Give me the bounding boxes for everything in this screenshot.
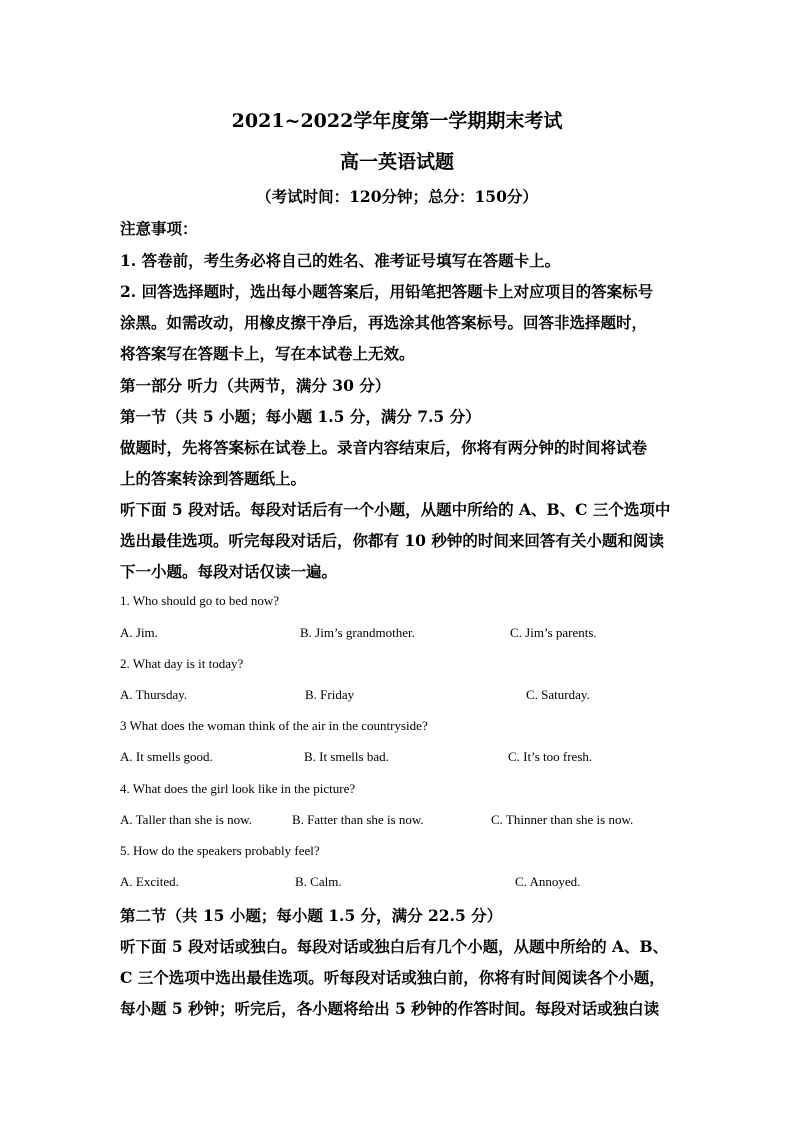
option-a: A. Thursday. <box>120 687 188 702</box>
question-stem: 3 What does the woman think of the air in the countryside? <box>120 718 428 733</box>
exam-title: 2021~2022学年度第一学期期末考试 <box>231 110 563 132</box>
option-c: C. Saturday. <box>526 687 590 702</box>
option-c: C. It’s too fresh. <box>508 749 593 764</box>
question-stem: 2. What day is it today? <box>120 656 244 671</box>
section1-heading: 第一节（共 5 小题；每小题 1.5 分，满分 7.5 分） <box>120 407 481 426</box>
option-c: C. Annoyed. <box>515 874 581 889</box>
option-b: B. Friday <box>305 687 355 702</box>
notes-heading: 注意事项： <box>120 219 198 238</box>
question-stem: 1. Who should go to bed now? <box>120 593 279 608</box>
option-a: A. Jim. <box>120 625 158 640</box>
section2-directions-line-1: 听下面 5 段对话或独白。每段对话或独白后有几个小题，从题中所给的 A、B、 <box>120 937 669 956</box>
question-stem: 4. What does the girl look like in the picture? <box>120 781 356 796</box>
section1-instruction-line-2: 上的答案转涂到答题纸上。 <box>120 469 307 488</box>
note-2-line-2: 涂黑。如需改动，用橡皮擦干净后，再选涂其他答案标号。回答非选择题时， <box>120 313 648 332</box>
option-b: B. Calm. <box>295 874 342 889</box>
section1-directions-line-1: 听下面 5 段对话。每段对话后有一个小题，从题中所给的 A、B、C 三个选项中 <box>120 500 671 519</box>
part1-heading: 第一部分 听力（共两节，满分 30 分） <box>120 376 391 395</box>
section1-directions-line-2: 选出最佳选项。听完每段对话后，你都有 10 秒钟的时间来回答有关小题和阅读 <box>120 531 664 550</box>
option-a: A. It smells good. <box>120 749 213 764</box>
section1-directions-line-3: 下一小题。每段对话仅读一遍。 <box>120 562 338 581</box>
section1-instruction-line-1: 做题时，先将答案标在试卷上。录音内容结束后，你将有两分钟的时间将试卷 <box>120 438 648 457</box>
option-b: B. Jim’s grandmother. <box>300 625 415 640</box>
exam-info: （考试时间：120分钟；总分：150分） <box>256 187 538 206</box>
section2-directions-line-2: C 三个选项中选出最佳选项。听每段对话或独白前，你将有时间阅读各个小题， <box>120 968 665 987</box>
option-a: A. Taller than she is now. <box>120 812 252 827</box>
note-2-line-3: 将答案写在答题卡上，写在本试卷上无效。 <box>120 344 415 363</box>
section2-heading: 第二节（共 15 小题；每小题 1.5 分，满分 22.5 分） <box>120 906 503 925</box>
option-b: B. It smells bad. <box>304 749 389 764</box>
section2-directions-line-3: 每小题 5 秒钟；听完后，各小题将给出 5 秒钟的作答时间。每段对话或独白读 <box>120 999 660 1018</box>
note-2-line-1: 2. 回答选择题时，选出每小题答案后，用铅笔把答题卡上对应项目的答案标号 <box>120 282 654 301</box>
option-c: C. Jim’s parents. <box>510 625 597 640</box>
option-c: C. Thinner than she is now. <box>491 812 634 827</box>
note-1: 1. 答卷前，考生务必将自己的姓名、准考证号填写在答题卡上。 <box>120 251 561 270</box>
exam-subtitle: 高一英语试题 <box>339 151 454 173</box>
question-stem: 5. How do the speakers probably feel? <box>120 843 320 858</box>
option-b: B. Fatter than she is now. <box>292 812 424 827</box>
option-a: A. Excited. <box>120 874 179 889</box>
